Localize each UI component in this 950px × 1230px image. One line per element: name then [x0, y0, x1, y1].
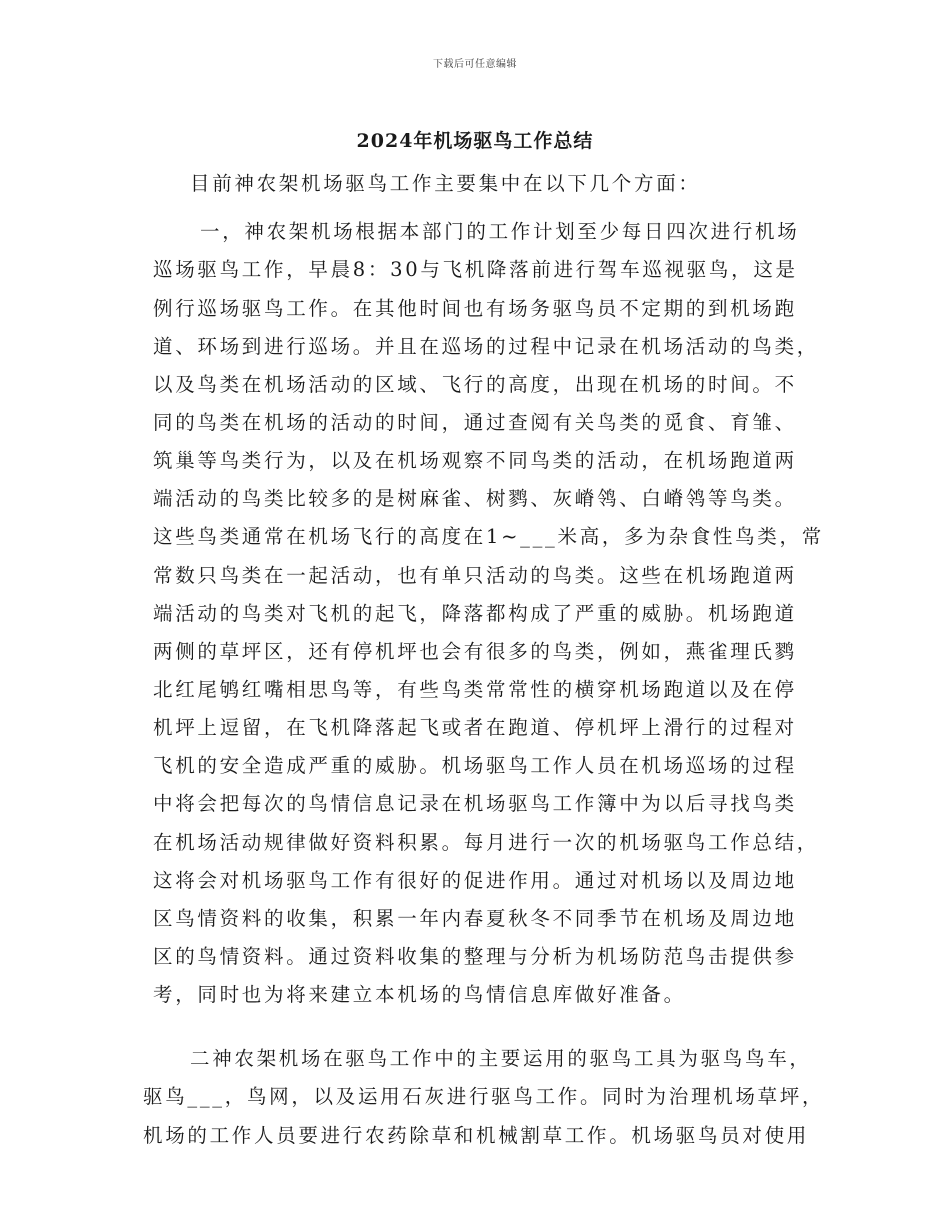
paragraph-line: 一，神农架机场根据本部门的工作计划至少每日四次进行机场 [200, 220, 800, 243]
paragraph-line: 北红尾鸲红嘴相思鸟等，有些鸟类常常性的横穿机场跑道以及在停 [153, 678, 797, 701]
paragraph-line: 中将会把每次的鸟情信息记录在机场驱鸟工作簿中为以后寻找鸟类 [153, 792, 797, 815]
paragraph-line: 区的鸟情资料。通过资料收集的整理与分析为机场防范鸟击提供参 [153, 945, 797, 968]
paragraph-line: 巡场驱鸟工作，早晨8：30与飞机降落前进行驾车巡视驱鸟，这是 [153, 258, 798, 281]
paragraph-line: 机场的工作人员要进行农药除草和机械割草工作。机场驱鸟员对使用 [143, 1124, 810, 1147]
paragraph-line: 同的鸟类在机场的活动的时间，通过查阅有关鸟类的觅食、育雏、 [153, 411, 797, 434]
paragraph-line: 机坪上逗留，在飞机降落起飞或者在跑道、停机坪上滑行的过程对 [153, 716, 797, 739]
paragraph-line: 飞机的安全造成严重的威胁。机场驱鸟工作人员在机场巡场的过程 [153, 754, 797, 777]
paragraph-line: 在机场活动规律做好资料积累。每月进行一次的机场驱鸟工作总结， [153, 831, 820, 854]
paragraph-line: 考，同时也为将来建立本机场的鸟情信息库做好准备。 [153, 983, 686, 1006]
header-note: 下载后可任意编辑 [433, 59, 517, 70]
paragraph-line: 这将会对机场驱鸟工作有很好的促进作用。通过对机场以及周边地 [153, 869, 797, 892]
paragraph-line: 区鸟情资料的收集，积累一年内春夏秋冬不同季节在机场及周边地 [153, 907, 797, 930]
paragraph-line: 端活动的鸟类比较多的是树麻雀、树鹨、灰嵴鸰、白嵴鸰等鸟类。 [153, 487, 797, 510]
paragraph-line: 驱鸟___，鸟网，以及运用石灰进行驱鸟工作。同时为治理机场草坪， [143, 1085, 825, 1108]
document-title: 2024年机场驱鸟工作总结 [356, 130, 594, 152]
paragraph-line: 筑巢等鸟类行为，以及在机场观察不同鸟类的活动，在机场跑道两 [153, 449, 797, 472]
paragraph-line: 以及鸟类在机场活动的区域、飞行的高度，出现在机场的时间。不 [153, 373, 797, 396]
paragraph-line: 二神农架机场在驱鸟工作中的主要运用的驱鸟工具为驱鸟鸟车， [190, 1047, 812, 1070]
paragraph-line: 这些鸟类通常在机场飞行的高度在1~___米高，多为杂食性鸟类，常 [153, 525, 824, 548]
paragraph-line: 端活动的鸟类对飞机的起飞，降落都构成了严重的威胁。机场跑道 [153, 602, 797, 625]
paragraph-line: 两侧的草坪区，还有停机坪也会有很多的鸟类，例如，燕雀理氏鹨 [153, 640, 797, 663]
intro-paragraph: 目前神农架机场驱鸟工作主要集中在以下几个方面： [190, 172, 701, 195]
paragraph-line: 道、环场到进行巡场。并且在巡场的过程中记录在机场活动的鸟类， [153, 335, 820, 358]
paragraph-line: 例行巡场驱鸟工作。在其他时间也有场务驱鸟员不定期的到机场跑 [153, 297, 797, 320]
paragraph-line: 常数只鸟类在一起活动，也有单只活动的鸟类。这些在机场跑道两 [153, 564, 797, 587]
